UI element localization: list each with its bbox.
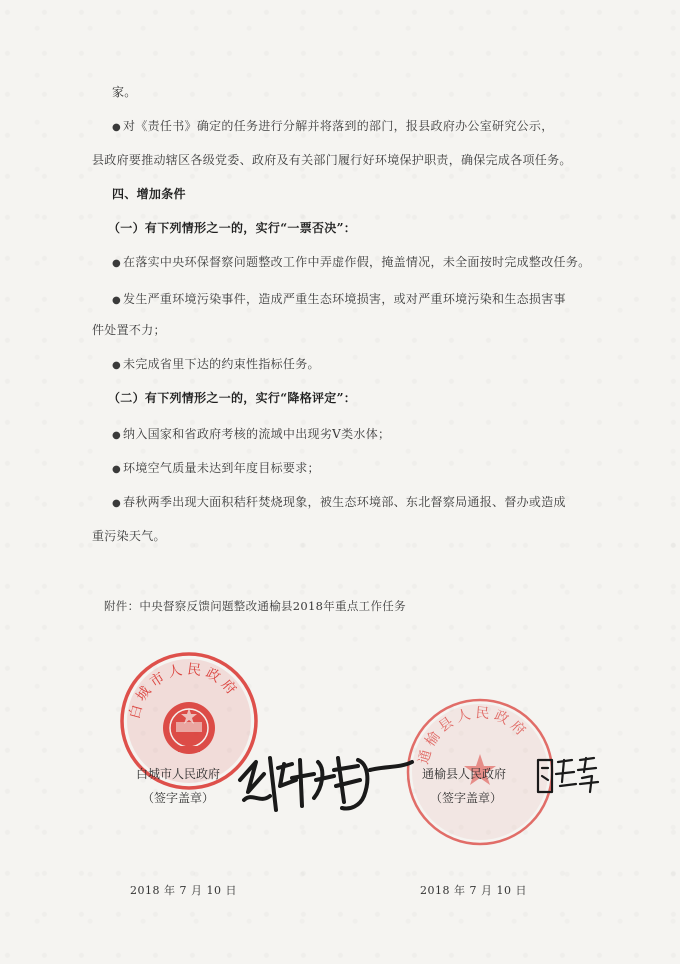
subsection-heading: （二）有下列情形之一的，实行“降格评定”： [108, 391, 357, 405]
list-item-text: 环境空气质量未达到年度目标要求； [123, 461, 320, 475]
list-item [112, 426, 390, 444]
seal-text: 通榆县人民政府 [415, 705, 532, 766]
bullet-icon: ● [112, 122, 122, 133]
subsection-heading: （一）有下列情形之一的，实行“一票否决”： [108, 221, 357, 235]
left-signing-date: 2018 年 7 月 10 日 [130, 884, 237, 897]
paragraph-line: 家。 [112, 85, 137, 99]
list-item-text: 未完成省里下达的约束性指标任务。 [123, 357, 320, 371]
bullet-icon: ● [112, 295, 122, 306]
paragraph-text: 对《责任书》确定的任务进行分解并将落到的部门，报县政府办公室研究公示， [123, 119, 554, 133]
right-signatory-note: （签字盖章） [430, 791, 503, 805]
attachment-note: 附件：中央督察反馈问题整改通榆县2018年重点工作任务 [104, 599, 406, 613]
paragraph-line: 重污染天气。 [92, 529, 166, 543]
list-item [112, 356, 320, 374]
bullet-icon: ● [112, 258, 122, 269]
paragraph-line: 县政府要推动辖区各级党委、政府及有关部门履行好环境保护职责，确保完成各项任务。 [92, 153, 572, 167]
list-item [112, 460, 320, 478]
list-item-text: 发生严重环境污染事件，造成严重生态环境损害，或对严重环境污染和生态损害事 [123, 292, 566, 306]
bullet-icon: ● [112, 498, 122, 509]
paragraph-line [112, 118, 554, 136]
list-item-text: 纳入国家和省政府考核的流域中出现劣Ⅴ类水体； [123, 427, 391, 441]
list-item-text: 在落实中央环保督察问题整改工作中弄虚作假，掩盖情况，未全面按时完成整改任务。 [123, 255, 591, 269]
right-handwritten-signature [532, 752, 602, 802]
paragraph-line: 件处置不力； [92, 323, 166, 337]
list-item [112, 494, 566, 512]
left-handwritten-signature [230, 740, 420, 820]
bullet-icon: ● [112, 360, 122, 371]
list-item [112, 291, 566, 309]
right-signatory-org: 通榆县人民政府 [422, 767, 507, 781]
left-signatory-note: （签字盖章） [142, 791, 215, 805]
bullet-icon: ● [112, 464, 122, 475]
seal-text: 白城市人民政府 [126, 661, 242, 721]
bullet-icon: ● [112, 430, 122, 441]
right-signing-date: 2018 年 7 月 10 日 [420, 884, 527, 897]
section-heading: 四、增加条件 [112, 187, 186, 201]
list-item-text: 春秋两季出现大面积秸秆焚烧现象，被生态环境部、东北督察局通报、督办或造成 [123, 495, 566, 509]
list-item [112, 254, 590, 272]
emblem-icon [163, 702, 215, 754]
left-signatory-org: 白城市人民政府 [136, 767, 221, 781]
